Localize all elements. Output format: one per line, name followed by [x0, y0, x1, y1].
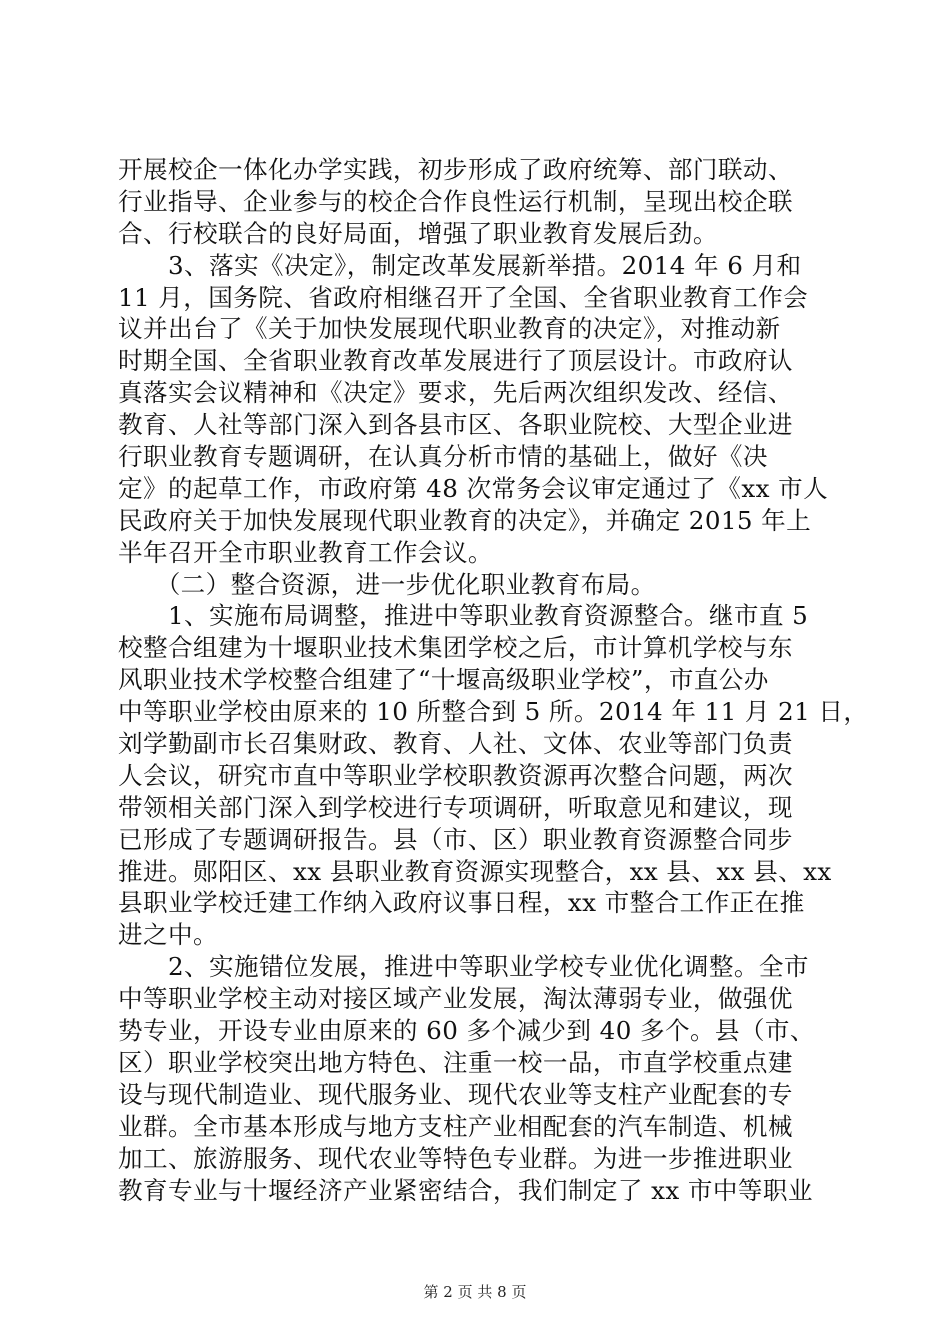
- body-text: [118, 154, 869, 1206]
- text-line: 行职业教育专题调研，在认真分析市情的基础上，做好《决: [118, 442, 768, 472]
- text-line: 11 月，国务院、省政府相继召开了全国、全省职业教育工作会: [118, 282, 809, 312]
- text-line: 开展校企一体化办学实践，初步形成了政府统筹、部门联动、: [118, 155, 793, 184]
- text-line: 教育专业与十堰经济产业紧密结合，我们制定了 xx 市中等职业: [118, 1175, 813, 1205]
- text-line: 设与现代制造业、现代服务业、现代农业等支柱产业配套的专: [118, 1079, 793, 1109]
- text-line: 时期全国、全省职业教育改革发展进行了顶层设计。市政府认: [118, 346, 793, 376]
- text-line: 2、实施错位发展，推进中等职业学校专业优化调整。全市: [118, 952, 809, 982]
- text-line: 真落实会议精神和《决定》要求，先后两次组织发改、经信、: [118, 378, 793, 408]
- text-line: 行业指导、企业参与的校企合作良性运行机制，呈现出校企联: [118, 186, 793, 216]
- text-line: 合、行校联合的良好局面，增强了职业教育发展后劲。: [118, 218, 718, 248]
- text-line: 加工、旅游服务、现代农业等特色专业群。为进一步推进职业: [118, 1143, 793, 1173]
- text-line: （二）整合资源，进一步优化职业教育布局。: [118, 569, 656, 599]
- text-line: 人会议，研究市直中等职业学校职教资源再次整合问题，两次: [118, 760, 793, 790]
- text-line: 定》的起草工作，市政府第 48 次常务会议审定通过了《xx 市人: [118, 473, 829, 503]
- text-line: 1、实施布局调整，推进中等职业教育资源整合。继市直 5: [118, 601, 809, 631]
- text-line: 中等职业学校主动对接区域产业发展，淘汰薄弱专业，做强优: [118, 984, 793, 1014]
- text-line: 带领相关部门深入到学校进行专项调研，听取意见和建议，现: [118, 792, 793, 822]
- text-line: 进之中。: [118, 920, 218, 950]
- text-line: 校整合组建为十堰职业技术集团学校之后，市计算机学校与东: [118, 633, 793, 663]
- text-line: 半年召开全市职业教育工作会议。: [118, 537, 493, 567]
- text-line: 刘学勤副市长召集财政、教育、人社、文体、农业等部门负责: [118, 729, 793, 759]
- text-line: 已形成了专题调研报告。县（市、区）职业教育资源整合同步: [118, 824, 793, 854]
- text-line: 教育、人社等部门深入到各县市区、各职业院校、大型企业进: [118, 410, 793, 440]
- text-line: 风职业技术学校整合组建了“十堰高级职业学校”，市直公办: [118, 665, 769, 695]
- text-line: 推进。郧阳区、xx 县职业教育资源实现整合，xx 县、xx 县、xx: [118, 856, 832, 886]
- text-line: 议并出台了《关于加快发展现代职业教育的决定》，对推动新: [118, 314, 781, 344]
- page-number-footer: 第 2 页 共 8 页: [423, 1283, 527, 1301]
- text-line: 县职业学校迁建工作纳入政府议事日程，xx 市整合工作正在推: [118, 888, 805, 918]
- text-line: 势专业，开设专业由原来的 60 多个减少到 40 多个。县（市、: [118, 1016, 815, 1046]
- text-line: 3、落实《决定》，制定改革发展新举措。2014 年 6 月和: [118, 250, 802, 280]
- text-line: 民政府关于加快发展现代职业教育的决定》，并确定 2015 年上: [118, 505, 812, 535]
- text-line: 区）职业学校突出地方特色、注重一校一品，市直学校重点建: [118, 1047, 793, 1077]
- text-line: 业群。全市基本形成与地方支柱产业相配套的汽车制造、机械: [118, 1111, 793, 1141]
- text-line: 中等职业学校由原来的 10 所整合到 5 所。2014 年 11 月 21 日，: [118, 697, 869, 727]
